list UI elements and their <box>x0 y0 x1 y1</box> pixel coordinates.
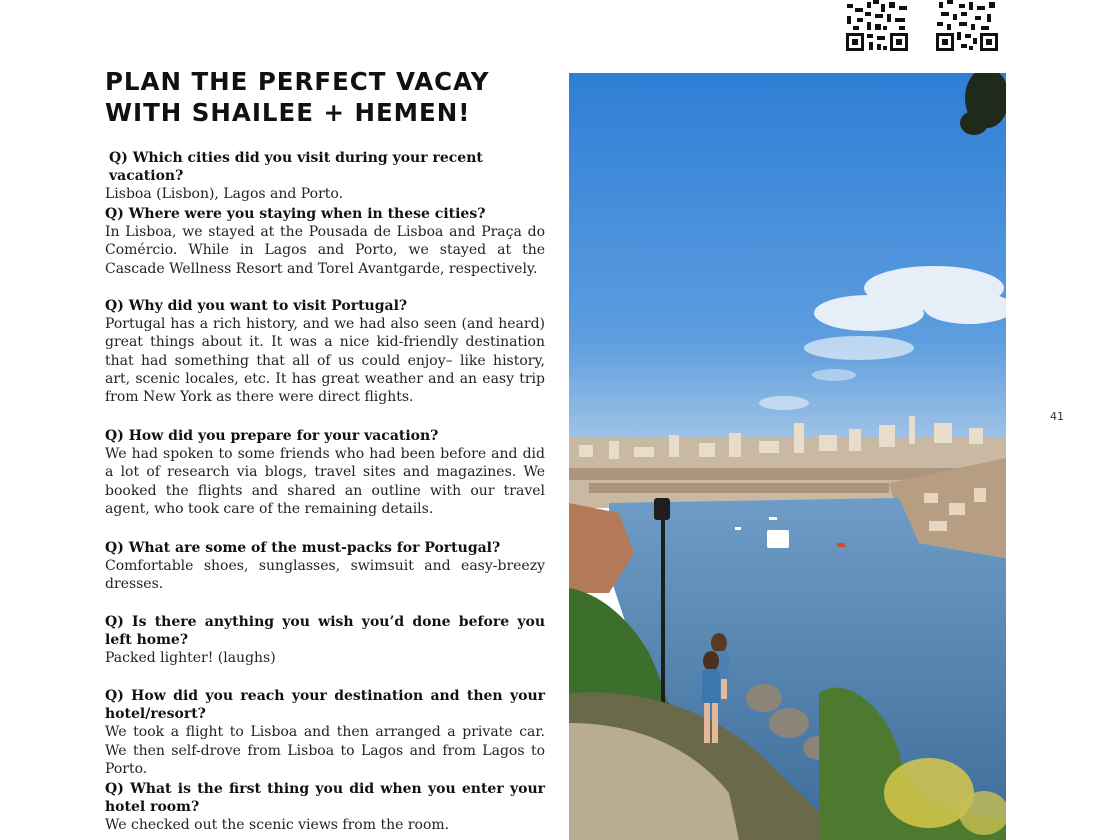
answer-1: Lisboa (Lisbon), Lagos and Porto. <box>105 186 344 203</box>
qa-block-5 <box>105 539 545 594</box>
qa-block-6 <box>105 613 545 668</box>
question-8: Q) What is the first thing you did when you enter your hotel room? <box>105 781 545 816</box>
question-1: Q) Which cities did you visit during your recent vacation? <box>109 150 483 185</box>
answer-3: Portugal has a rich history, and we had also seen (and heard) great things about it. It was a nice kid-friendly destination that had something that all of us could enjoy– like history, art, scenic locales, etc. It has great weather and an easy trip from New York as there were direct flights. <box>105 316 545 406</box>
qa-block-1 <box>105 149 545 204</box>
qr-code-left[interactable] <box>845 0 909 52</box>
question-6: Q) Is there anything you wish you’d done before you left home? <box>105 614 545 649</box>
porto-river-photo <box>569 73 1006 840</box>
qa-block-3 <box>105 297 545 406</box>
answer-6: Packed lighter! (laughs) <box>105 650 276 667</box>
porto-river-illustration <box>569 73 1006 840</box>
qr-code-left-icon <box>845 0 909 52</box>
question-2: Q) Where were you staying when in these cities? <box>105 206 486 222</box>
answer-7: We took a flight to Lisboa and then arranged a private car. We then self-drove from Lisboa to Lagos and from Lagos to Porto. <box>105 724 545 777</box>
title-line-1: PLAN THE PERFECT VACAY <box>105 67 490 96</box>
page-number: 41 <box>1050 410 1064 423</box>
sky <box>569 73 1006 453</box>
question-4: Q) How did you prepare for your vacation? <box>105 428 439 444</box>
qr-code-right[interactable] <box>935 0 999 52</box>
article-title <box>105 66 489 128</box>
qa-block-8 <box>105 780 545 835</box>
qa-block-2 <box>105 205 545 278</box>
qa-block-7 <box>105 687 545 778</box>
answer-2: In Lisboa, we stayed at the Pousada de Lisboa and Praça do Comércio. While in Lagos and Porto, we stayed at the Cascade Wellness Resort and Torel Avantgarde, respectively. <box>105 224 545 277</box>
question-7: Q) How did you reach your destination and then your hotel/resort? <box>105 688 545 723</box>
title-line-2: WITH SHAILEE + HEMEN! <box>105 98 471 127</box>
answer-4: We had spoken to some friends who had been before and did a lot of research via blogs, travel sites and magazines. We booked the flights and shared an outline with our travel agent, who took care of the remaining details. <box>105 446 545 517</box>
qr-code-right-icon <box>935 0 999 52</box>
question-5: Q) What are some of the must-packs for Portugal? <box>105 540 501 556</box>
question-3: Q) Why did you want to visit Portugal? <box>105 298 408 314</box>
answer-8: We checked out the scenic views from the room. <box>105 817 450 834</box>
answer-5: Comfortable shoes, sunglasses, swimsuit and easy-breezy dresses. <box>105 558 545 593</box>
qa-block-4 <box>105 427 545 518</box>
